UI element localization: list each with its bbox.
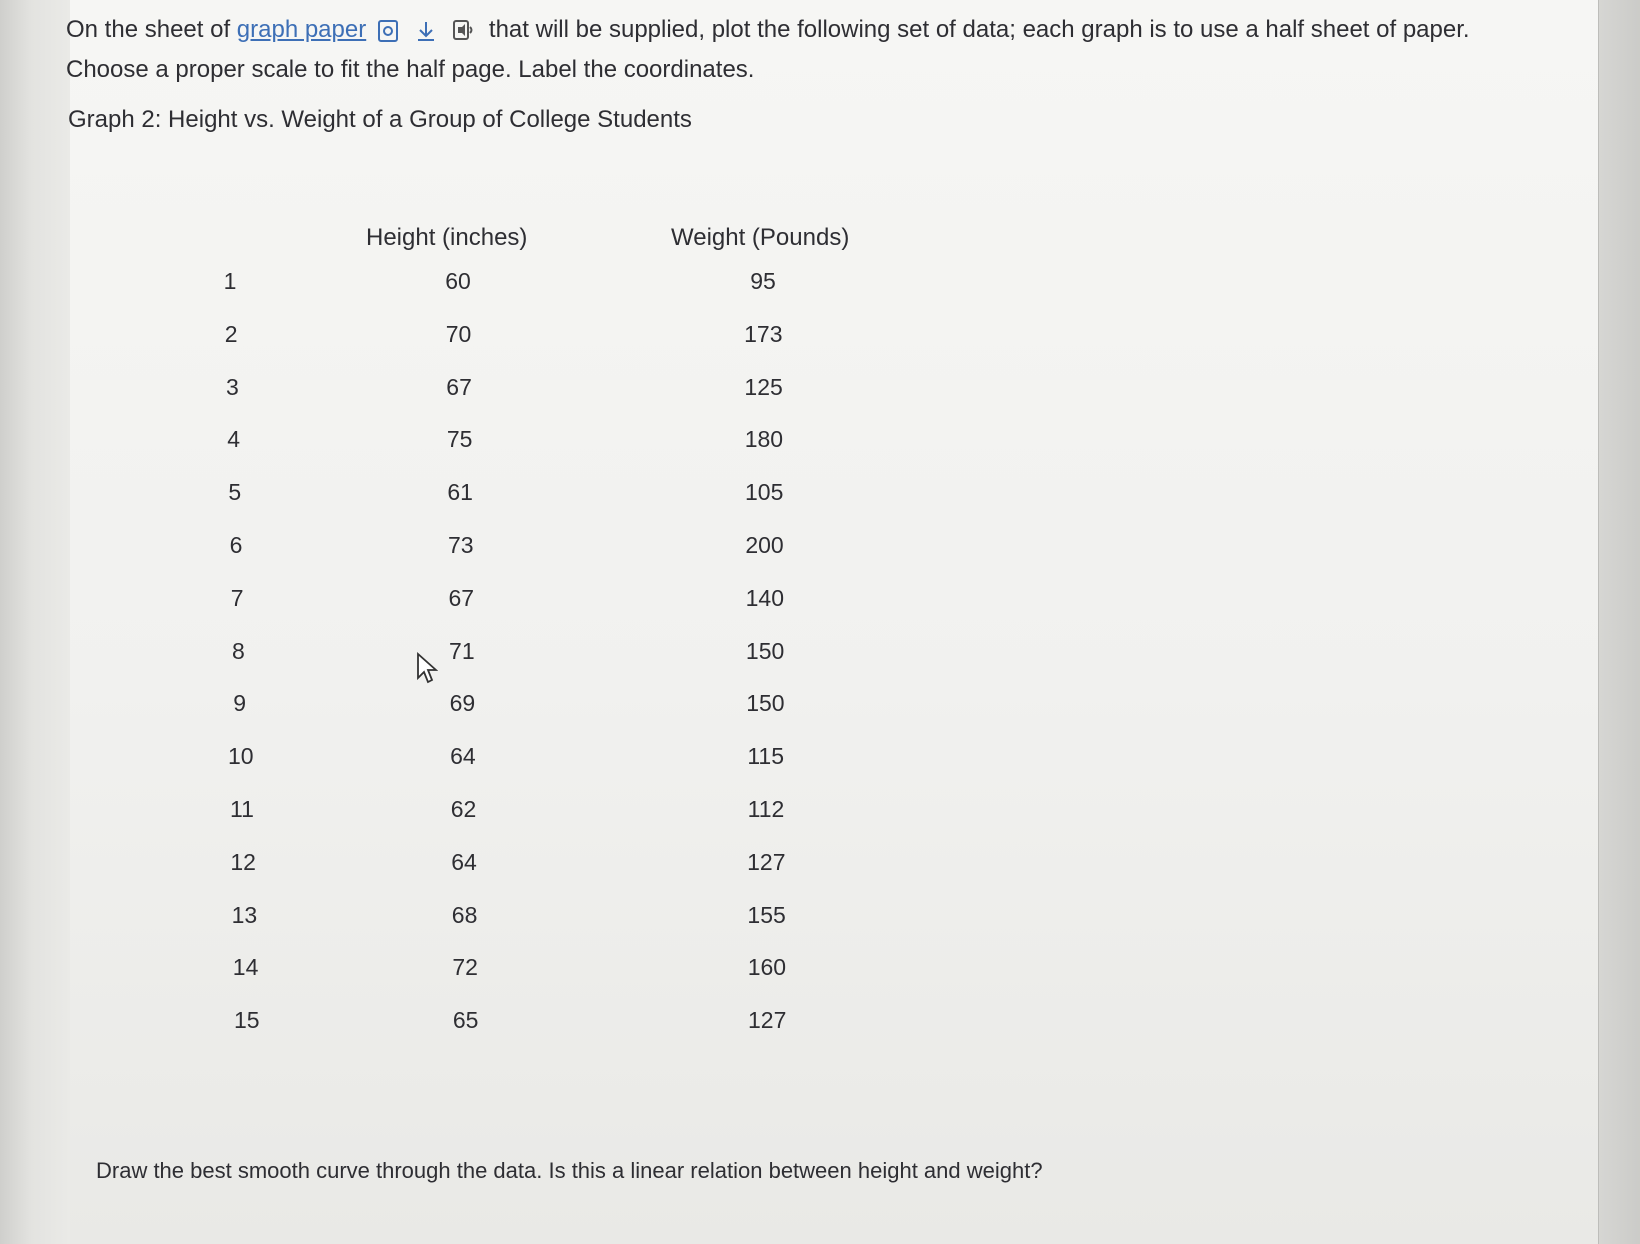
height-cell: 69 xyxy=(449,690,476,717)
graph-paper-link[interactable]: graph paper xyxy=(236,16,367,43)
weight-cell: 140 xyxy=(745,584,784,611)
question-text: Draw the best smooth curve through the data. Is this a linear relation between height and weight? xyxy=(96,1158,1043,1183)
weight-cell: 160 xyxy=(747,954,787,981)
instructions-text-cont: that will be supplied, plot the following set of data; each graph is to use a half sheet of paper. xyxy=(488,16,1470,43)
height-cell: 71 xyxy=(449,637,475,664)
row-number: 12 xyxy=(230,848,256,875)
height-cell: 61 xyxy=(447,479,473,506)
row-number: 7 xyxy=(230,584,244,611)
audio-icon[interactable] xyxy=(452,19,478,43)
height-cell: 64 xyxy=(450,743,476,770)
height-cell: 70 xyxy=(445,320,472,347)
weight-cell: 105 xyxy=(745,479,784,506)
height-cell: 62 xyxy=(450,796,477,822)
weight-cell: 173 xyxy=(744,320,783,347)
row-number: 9 xyxy=(233,690,246,717)
column-header-weight: Weight (Pounds) xyxy=(671,224,850,251)
height-cell: 75 xyxy=(446,426,473,453)
weight-cell: 125 xyxy=(744,373,783,400)
left-gutter xyxy=(0,0,71,1244)
weight-cell: 127 xyxy=(747,848,786,875)
weight-cell: 150 xyxy=(745,637,785,664)
row-number: 14 xyxy=(232,954,259,981)
height-cell: 68 xyxy=(451,901,478,928)
scrollbar-area[interactable] xyxy=(1598,0,1640,1244)
weight-cell: 115 xyxy=(747,743,785,770)
row-number: 6 xyxy=(229,532,243,558)
height-cell: 60 xyxy=(445,268,471,294)
height-cell: 72 xyxy=(452,954,478,981)
instructions-text: On the sheet of xyxy=(66,16,237,43)
weight-cell: 200 xyxy=(745,532,784,558)
row-number: 8 xyxy=(231,637,245,664)
row-number: 11 xyxy=(230,796,254,822)
row-number: 10 xyxy=(228,743,254,770)
height-cell: 65 xyxy=(452,1007,479,1034)
weight-cell: 127 xyxy=(748,1007,787,1034)
row-number: 4 xyxy=(227,426,240,453)
height-cell: 64 xyxy=(451,848,477,875)
weight-cell: 155 xyxy=(747,901,786,928)
weight-cell: 112 xyxy=(747,796,785,822)
mouse-cursor-icon xyxy=(416,652,438,689)
document-icon[interactable] xyxy=(377,19,399,43)
weight-cell: 180 xyxy=(744,426,784,453)
height-cell: 73 xyxy=(447,532,474,558)
row-number: 2 xyxy=(224,320,238,347)
row-number: 3 xyxy=(225,373,239,400)
row-number: 15 xyxy=(234,1007,260,1034)
row-number: 1 xyxy=(223,268,237,294)
instructions xyxy=(66,10,1566,90)
column-header-height: Height (inches) xyxy=(366,224,528,251)
weight-cell: 95 xyxy=(750,268,776,294)
row-number: 5 xyxy=(228,479,242,506)
height-cell: 67 xyxy=(448,584,475,611)
page xyxy=(70,0,1598,1244)
row-number: 13 xyxy=(231,901,258,928)
instructions-line2: Choose a proper scale to fit the half page. Label the coordinates. xyxy=(66,56,755,83)
weight-cell: 150 xyxy=(746,690,785,717)
height-cell: 67 xyxy=(446,373,472,400)
graph-title: Graph 2: Height vs. Weight of a Group of College Students xyxy=(68,106,692,133)
download-icon[interactable] xyxy=(414,19,438,43)
